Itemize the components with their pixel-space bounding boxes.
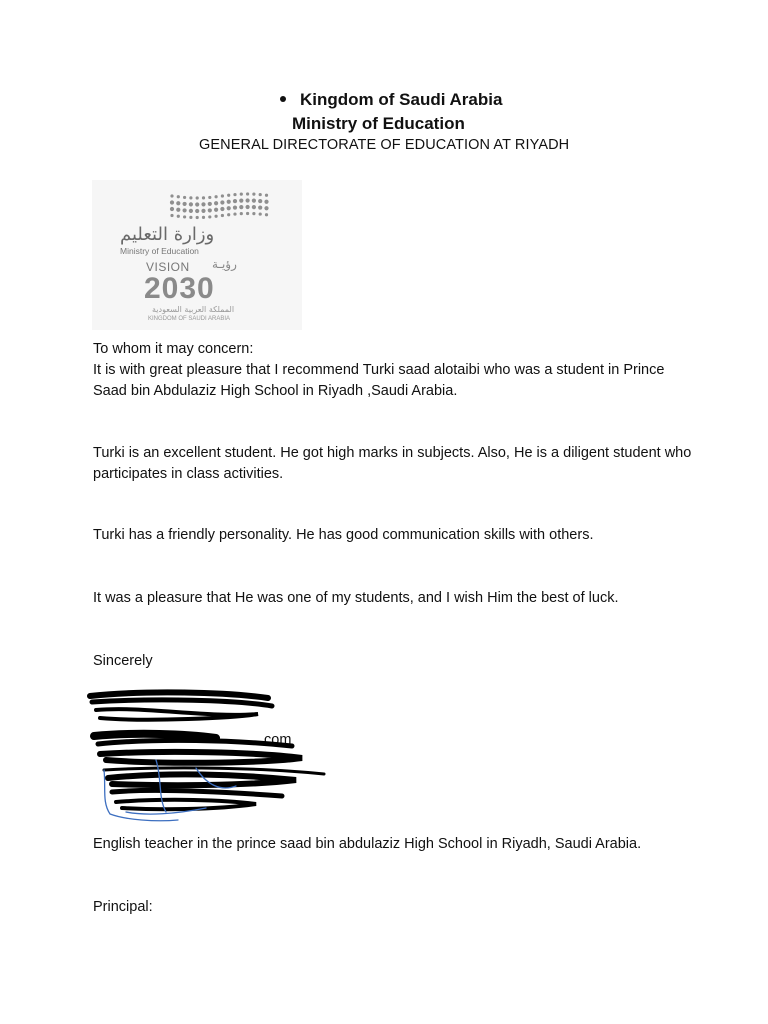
logo-dot: [208, 202, 212, 206]
logo-dot: [189, 209, 193, 213]
logo-dot: [177, 215, 180, 218]
logo-dot: [259, 212, 262, 215]
logo-dot: [264, 206, 268, 210]
logo-dot: [227, 200, 231, 204]
logo-kingdom-english: KINGDOM OF SAUDI ARABIA: [148, 316, 231, 322]
logo-dot: [220, 200, 224, 204]
logo-dot: [259, 193, 262, 196]
logo-dot: [183, 208, 187, 212]
logo-dot: [227, 213, 230, 216]
logo-kingdom-arabic: المملكة العربية السعودية: [152, 305, 235, 314]
logo-dot: [227, 194, 230, 197]
logo-dot: [214, 208, 218, 212]
logo-dot: [208, 208, 212, 212]
paragraph-recommendation: It is with great pleasure that I recommend Turki saad alotaibi who was a student in Prince Saad bin Abdulaziz High School in Riyadh ,Saudi Arabia.: [93, 362, 665, 399]
paragraph-personality: Turki has a friendly personality. He has good communication skills with others.: [93, 527, 594, 543]
paragraph-wishes: It was a pleasure that He was one of my students, and I wish Him the best of luck.: [93, 590, 619, 606]
logo-dot: [176, 201, 180, 205]
paragraph-excellent-student: Turki is an excellent student. He got high marks in subjects. Also, He is a diligent student who participates in class activities.: [93, 445, 692, 482]
logo-dot: [239, 205, 243, 209]
logo-dot: [170, 200, 174, 204]
logo-arabic-name: وزارة التعليم: [120, 224, 215, 245]
logo-dot: [195, 202, 199, 206]
logo-dot: [265, 213, 268, 216]
logo-dot: [170, 194, 173, 197]
header-ministry: Ministry of Education: [292, 114, 465, 133]
logo-dot: [233, 205, 237, 209]
logo-dot: [202, 196, 205, 199]
closing: Sincerely: [93, 653, 153, 669]
header-line-1: [280, 90, 502, 110]
logo-dot: [214, 201, 218, 205]
logo-vision-label: VISION: [146, 260, 190, 274]
logo-dot: [239, 199, 243, 203]
logo-dot: [170, 207, 174, 211]
logo-dot: [189, 196, 192, 199]
logo-dot: [195, 209, 199, 213]
logo-dot: [202, 216, 205, 219]
logo-dot: [215, 215, 218, 218]
header-kingdom: Kingdom of Saudi Arabia: [300, 90, 503, 109]
logo-dot: [208, 196, 211, 199]
logo-dot: [183, 202, 187, 206]
logo-dot: [189, 202, 193, 206]
ministry-logo: [92, 180, 302, 330]
logo-dot: [246, 198, 250, 202]
logo-dot: [176, 208, 180, 212]
logo-dot: [220, 207, 224, 211]
logo-dot: [252, 199, 256, 203]
logo-dot: [252, 205, 256, 209]
logo-dot: [264, 200, 268, 204]
logo-dot: [208, 215, 211, 218]
logo-dot: [227, 206, 231, 210]
logo-dot: [265, 194, 268, 197]
logo-dot: [196, 216, 199, 219]
logo-dot: [221, 214, 224, 217]
logo-dot: [240, 212, 243, 215]
logo-dot: [252, 212, 255, 215]
logo-dot: [183, 196, 186, 199]
logo-dot: [258, 205, 262, 209]
logo-dots-icon: [168, 192, 288, 224]
bullet-icon: [280, 96, 286, 102]
logo-dot: [233, 212, 236, 215]
logo-dot: [183, 215, 186, 218]
logo-dot: [246, 205, 250, 209]
logo-dot: [221, 194, 224, 197]
logo-dot: [240, 193, 243, 196]
logo-dot: [201, 209, 205, 213]
teacher-role: English teacher in the prince saad bin abdulaziz High School in Riyadh, Saudi Arabia.: [93, 836, 642, 852]
email-fragment: com: [264, 732, 292, 748]
logo-english-name: Ministry of Education: [120, 246, 199, 256]
logo-dot: [246, 212, 249, 215]
salutation-block: [93, 339, 693, 402]
logo-dot: [196, 196, 199, 199]
logo-dot: [215, 195, 218, 198]
logo-dot: [246, 192, 249, 195]
logo-year: 2030: [144, 272, 215, 305]
logo-dot: [252, 193, 255, 196]
logo-dot: [258, 199, 262, 203]
principal-label: Principal:: [93, 899, 153, 915]
logo-dot: [177, 195, 180, 198]
logo-dot: [201, 202, 205, 206]
logo-dot: [233, 199, 237, 203]
redaction-scribble-icon: [86, 688, 336, 828]
logo-dot: [170, 214, 173, 217]
logo-dot: [189, 216, 192, 219]
salutation: To whom it may concern:: [93, 341, 254, 357]
logo-vision-arabic: رؤيـة: [212, 257, 237, 271]
logo-dot: [233, 193, 236, 196]
header-directorate: GENERAL DIRECTORATE OF EDUCATION AT RIYADH: [199, 137, 570, 153]
redacted-signature: [86, 688, 336, 828]
